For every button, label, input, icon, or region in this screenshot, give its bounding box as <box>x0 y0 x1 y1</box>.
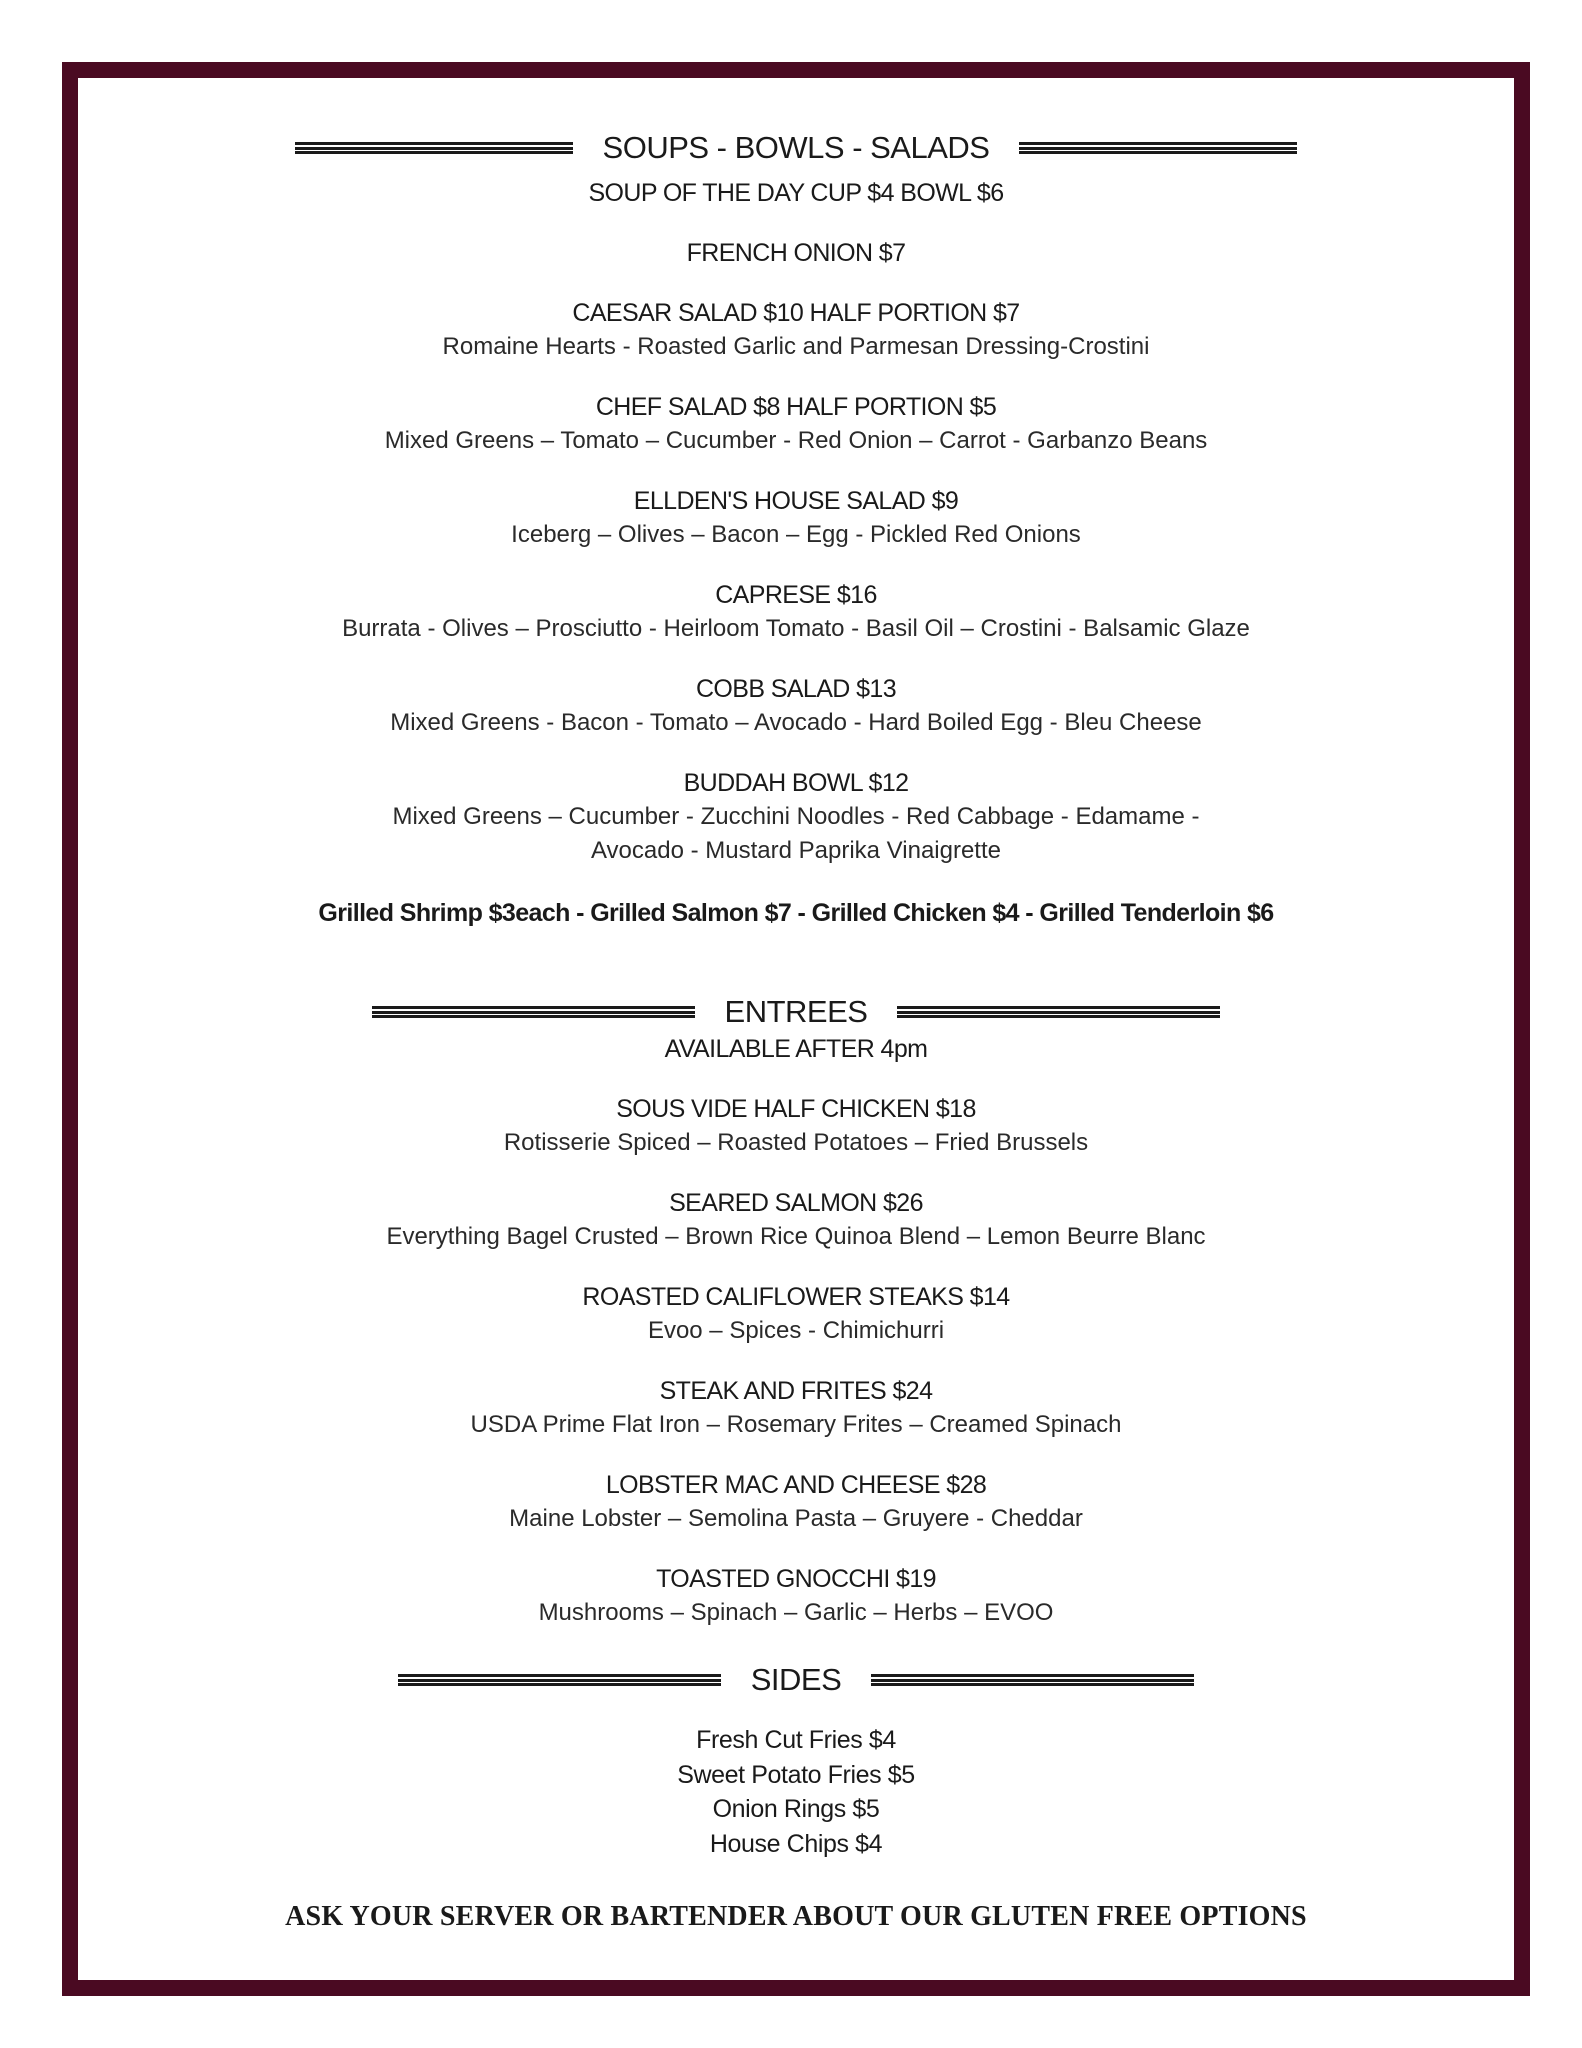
item-description: Rotisserie Spiced – Roasted Potatoes – Fried Brussels <box>503 1129 1089 1156</box>
side-item: Onion Rings $5 <box>712 1795 880 1823</box>
header-rule-right <box>1019 142 1297 154</box>
menu-item <box>78 1468 1514 1536</box>
menu-item <box>78 672 1514 740</box>
header-rule-right <box>871 1674 1194 1686</box>
item-name: FRENCH ONION $7 <box>686 239 906 267</box>
item-name: SOUP OF THE DAY CUP $4 BOWL $6 <box>588 179 1004 207</box>
section-header-sides <box>78 1660 1514 1700</box>
item-name: BUDDAH BOWL $12 <box>683 769 909 797</box>
menu-frame <box>62 62 1530 1996</box>
item-description: Burrata - Olives – Prosciutto - Heirloom Tomato - Basil Oil – Crostini - Balsamic Glaze <box>342 615 1250 642</box>
menu-item <box>78 176 1514 210</box>
header-rule-right <box>897 1006 1220 1018</box>
sides-list <box>78 1723 1514 1861</box>
menu-item <box>78 1562 1514 1630</box>
side-item: House Chips $4 <box>709 1829 883 1858</box>
item-name: COBB SALAD $13 <box>695 675 897 703</box>
item-name: CAPRESE $16 <box>715 581 877 609</box>
menu-item <box>78 296 1514 364</box>
header-rule-left <box>398 1674 721 1686</box>
protein-addons: Grilled Shrimp $3each - Grilled Salmon $7 - Grilled Chicken $4 - Grilled Tenderloin $6 <box>318 899 1274 927</box>
section-header-entrees <box>78 992 1514 1032</box>
item-name: SOUS VIDE HALF CHICKEN $18 <box>616 1095 976 1123</box>
item-name: ELLDEN'S HOUSE SALAD $9 <box>633 487 959 515</box>
item-name: CHEF SALAD $8 HALF PORTION $5 <box>595 393 997 421</box>
header-rule-left <box>295 142 573 154</box>
item-description: USDA Prime Flat Iron – Rosemary Frites – Creamed Spinach <box>470 1411 1122 1438</box>
item-name: LOBSTER MAC AND CHEESE $28 <box>605 1471 987 1499</box>
item-description: Avocado - Mustard Paprika Vinaigrette <box>590 837 1001 864</box>
header-rule-left <box>372 1006 695 1018</box>
side-item: Sweet Potato Fries $5 <box>677 1760 915 1789</box>
item-description: Romaine Hearts - Roasted Garlic and Parmesan Dressing-Crostini <box>442 333 1150 360</box>
entrees-availability: AVAILABLE AFTER 4pm <box>664 1035 928 1063</box>
item-description: Iceberg – Olives – Bacon – Egg - Pickled Red Onions <box>511 521 1081 548</box>
section-title: SOUPS - BOWLS - SALADS <box>602 130 990 165</box>
menu-item <box>78 1374 1514 1442</box>
item-description: Mixed Greens - Bacon - Tomato – Avocado - Hard Boiled Egg - Bleu Cheese <box>390 709 1202 736</box>
side-item: Fresh Cut Fries $4 <box>696 1726 896 1754</box>
section-title: ENTREES <box>724 994 868 1029</box>
section-title: SIDES <box>750 1662 842 1697</box>
item-name: ROASTED CALIFLOWER STEAKS $14 <box>582 1283 1010 1311</box>
menu-item <box>78 1092 1514 1160</box>
item-name: TOASTED GNOCCHI $19 <box>656 1565 936 1593</box>
menu-item <box>78 484 1514 552</box>
menu-item <box>78 578 1514 646</box>
gluten-free-notice: ASK YOUR SERVER OR BARTENDER ABOUT OUR GLUTEN FREE OPTIONS <box>285 1901 1307 1932</box>
menu-item <box>78 1186 1514 1254</box>
item-description: Maine Lobster – Semolina Pasta – Gruyere - Cheddar <box>509 1505 1083 1532</box>
item-name: STEAK AND FRITES $24 <box>659 1377 933 1405</box>
menu-item <box>78 766 1514 868</box>
item-description: Evoo – Spices - Chimichurri <box>647 1317 945 1344</box>
item-description: Mixed Greens – Cucumber - Zucchini Noodles - Red Cabbage - Edamame - <box>392 803 1200 830</box>
menu-item <box>78 390 1514 458</box>
item-description: Everything Bagel Crusted – Brown Rice Quinoa Blend – Lemon Beurre Blanc <box>386 1223 1206 1250</box>
item-description: Mixed Greens – Tomato – Cucumber - Red Onion – Carrot - Garbanzo Beans <box>384 427 1208 454</box>
item-name: CAESAR SALAD $10 HALF PORTION $7 <box>572 299 1020 327</box>
menu-item <box>78 1280 1514 1348</box>
item-name: SEARED SALMON $26 <box>669 1189 923 1217</box>
section-header-soups <box>78 128 1514 168</box>
menu-content <box>78 78 1514 1980</box>
menu-item <box>78 236 1514 270</box>
item-description: Mushrooms – Spinach – Garlic – Herbs – EVOO <box>538 1599 1054 1626</box>
